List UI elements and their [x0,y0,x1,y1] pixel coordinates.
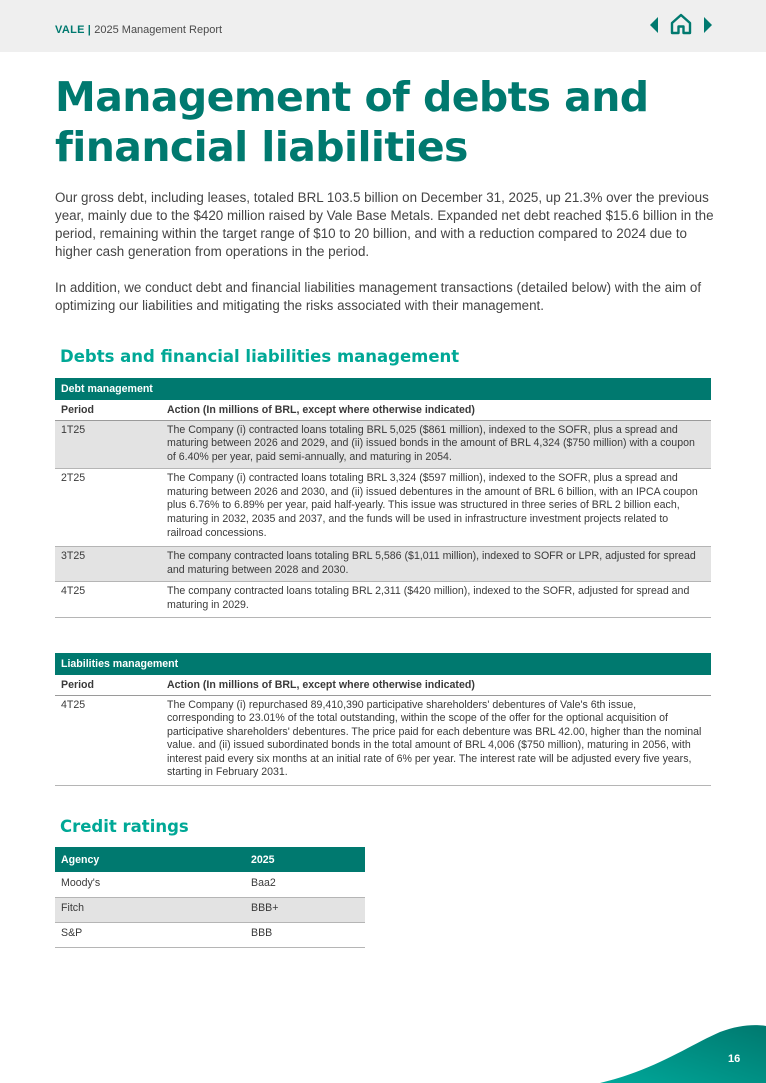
action-cell: The Company (i) contracted loans totaling BRL 3,324 ($597 million), indexed to the SOFR, plus a spread and maturing between 2026 and 2030, and (ii) issued debentures in the amount of BRL 6 billion, with an IPCA coupon plus 6.76% to 6.89% per year, paid half-yearly. This issue was structured in three series of BRL 2 billion each, maturing in 2032, 2035 and 2037, and the funds will be used in infrastructure investment projects related to railroad concessions. [161,469,711,547]
page-title-line-1: Management of debts and [55,73,649,121]
credit-ratings-table [55,847,365,948]
previous-page-icon[interactable] [649,16,659,39]
debt-management-table [55,378,711,618]
column-header-year: 2025 [245,847,365,872]
intro-paragraph-2: In addition, we conduct debt and financial liabilities management transactions (detailed below) with the aim of optimizing our liabilities and mitigating the risks associated with their management. [55,280,702,313]
table-row [55,695,711,785]
page-title-line-2: financial liabilities [55,123,468,171]
agency-cell: Moody's [55,872,245,897]
period-cell: 4T25 [55,695,161,785]
action-cell: The Company (i) repurchased 89,410,390 participative shareholders' debentures of Vale's 6th issue, corresponding to 23.01% of the total outstanding, within the scope of the offer for the optional acquisition of participative shareholders' debentures. The price paid for each debenture was BRL 42.00, higher than the nominal value. and (ii) issued subordinated bonds in the total amount of BRL 4,006 ($750 million), maturing in 2056, with interest paid every six months at an initial rate of 6% per year. The interest rate will be adjusted every five years, starting in February 2031. [161,695,711,785]
table-row [55,420,711,469]
report-name: 2025 Management Report [94,24,223,36]
action-cell: The company contracted loans totaling BRL 2,311 ($420 million), indexed to the SOFR, adjusted for spread and maturing in 2029. [161,582,711,617]
column-header-period: Period [55,400,161,420]
section-title-debts: Debts and financial liabilities management [60,347,460,366]
table-row [55,922,365,947]
action-cell: The Company (i) contracted loans totaling BRL 5,025 ($861 million), indexed to the SOFR, plus a spread and maturing between 2026 and 2029, and (ii) issued bonds in the amount of BRL 4,324 ($750 million) with a coupon of 6.40% per year, paid semi-annually, and maturing in 2054. [161,420,711,469]
liabilities-management-table [55,653,711,786]
report-brand [55,24,222,36]
footer-wave-decoration [560,1000,766,1083]
top-bar [0,0,766,52]
period-cell: 3T25 [55,547,161,582]
page-number: 16 [728,1053,741,1065]
table-caption: Debt management [55,378,711,400]
column-header-action: Action (In millions of BRL, except where otherwise indicated) [161,400,711,420]
table-row [55,872,365,897]
table-header-row [55,847,365,872]
rating-cell: Baa2 [245,872,365,897]
brand-separator: | [87,24,92,36]
period-cell: 2T25 [55,469,161,547]
table-row [55,582,711,617]
next-page-icon[interactable] [703,16,713,39]
period-cell: 4T25 [55,582,161,617]
agency-cell: S&P [55,922,245,947]
intro-paragraph-1: Our gross debt, including leases, totaled BRL 103.5 billion on December 31, 2025, up 21.3% over the previous year, mainly due to the $420 million raised by Vale Base Metals. Expanded net debt reached $15.6 billion in the period, remaining within the target range of $10 to 20 billion, and with a reduction compared to 2024 due to higher cash generation from operations in the period. [55,190,714,259]
table-caption: Liabilities management [55,653,711,675]
home-icon[interactable] [669,13,693,40]
rating-cell: BBB [245,922,365,947]
column-header-row [55,400,711,420]
period-cell: 1T25 [55,420,161,469]
table-caption-row [55,378,711,400]
table-row [55,469,711,547]
column-header-action: Action (In millions of BRL, except where otherwise indicated) [161,675,711,695]
table-caption-row [55,653,711,675]
page-title [55,72,735,172]
rating-cell: BBB+ [245,897,365,922]
column-header-agency: Agency [55,847,245,872]
column-header-row [55,675,711,695]
column-header-period: Period [55,675,161,695]
section-title-credit-ratings: Credit ratings [60,817,189,836]
action-cell: The company contracted loans totaling BRL 5,586 ($1,011 million), indexed to SOFR or LPR, adjusted for spread and maturing between 2028 and 2030. [161,547,711,582]
table-row [55,547,711,582]
brand-name: VALE [55,24,85,36]
table-row [55,897,365,922]
agency-cell: Fitch [55,897,245,922]
